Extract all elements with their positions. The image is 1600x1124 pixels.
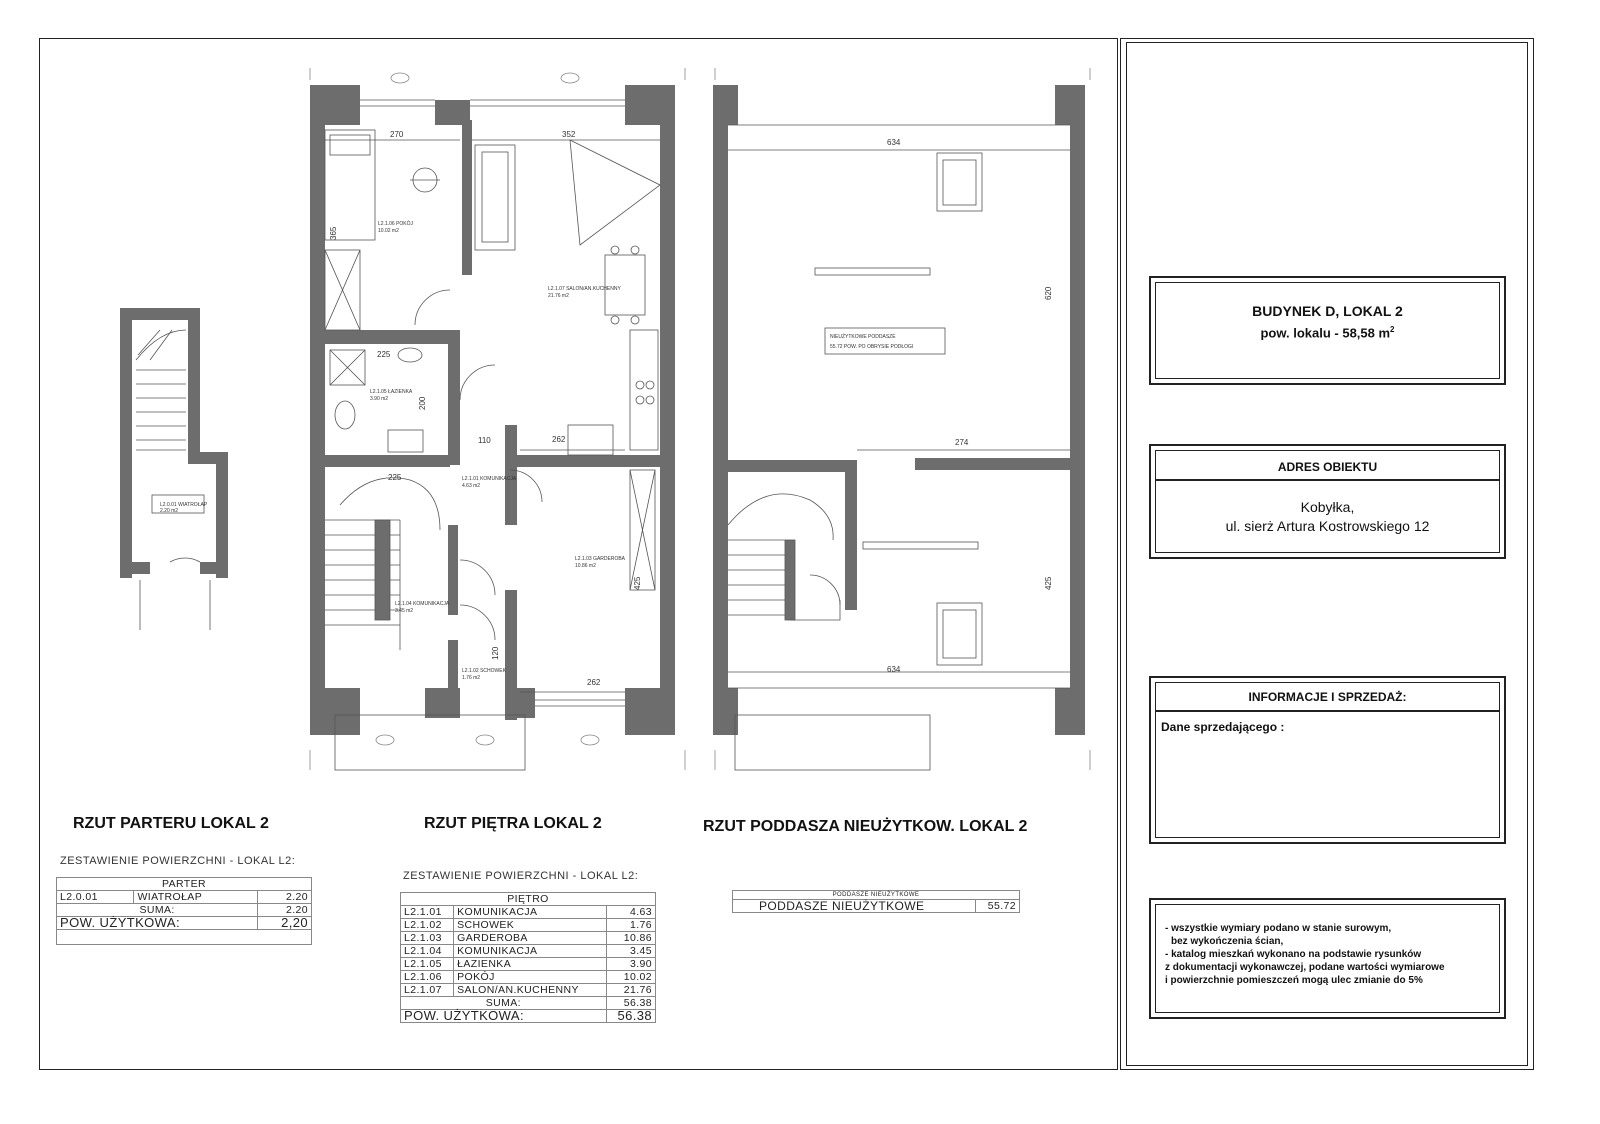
room-name: KOMUNIKACJA [454, 906, 607, 919]
notes-box [1149, 898, 1506, 1019]
usable-label: POW. UŻYTKOWA: [57, 917, 258, 930]
room-name: SALON/AN.KUCHENNY [454, 984, 607, 997]
table-row [401, 971, 656, 984]
room-code: L2.1.03 [401, 932, 454, 945]
dim-200: 200 [418, 396, 427, 410]
table-row [401, 932, 656, 945]
sales-info-box [1149, 676, 1506, 844]
dim-634-bottom: 634 [887, 665, 901, 674]
table-row [401, 945, 656, 958]
room-area: 3.45 [606, 945, 655, 958]
dim-352: 352 [562, 130, 576, 139]
room-area: 3.90 [606, 958, 655, 971]
building-title: BUDYNEK D, LOKAL 2 [1252, 303, 1403, 319]
svg-text:10.02 m2: 10.02 m2 [378, 228, 399, 234]
address-header: ADRES OBIEKTU [1277, 460, 1378, 474]
svg-text:L2.1.01 KOMUNIKACJA: L2.1.01 KOMUNIKACJA [462, 476, 517, 482]
svg-text:3.45 m2: 3.45 m2 [395, 608, 414, 614]
table-row [57, 891, 312, 904]
dim-262-top: 262 [552, 435, 566, 444]
attic-table-header: PODDASZE NIEUŻYTKOWE [733, 891, 1020, 900]
svg-text:NIEUŻYTKOWE PODDASZE: NIEUŻYTKOWE PODDASZE [830, 334, 896, 340]
room-area: 55.72 [976, 900, 1020, 913]
room-name: WIATROŁAP [134, 891, 258, 904]
room-area: 2.20 [258, 891, 312, 904]
room-code: L2.0.01 [57, 891, 134, 904]
address-line1: Kobyłka, [1300, 499, 1355, 515]
building-info-box [1149, 276, 1506, 385]
svg-text:3.90 m2: 3.90 m2 [370, 396, 389, 402]
note-line: - wszystkie wymiary podano w stanie surowym, [1165, 923, 1392, 934]
sum-value: 56.38 [606, 997, 655, 1010]
sales-info-header: INFORMACJE I SPRZEDAŻ: [1248, 690, 1407, 704]
dim-225-top: 225 [377, 350, 391, 359]
address-line2: ul. sierż Artura Kostrowskiego 12 [1225, 518, 1430, 534]
ground-table-header: PARTER [57, 878, 312, 891]
sum-value: 2.20 [258, 904, 312, 917]
address-box [1149, 444, 1506, 559]
room-code: L2.1.07 [401, 984, 454, 997]
ground-table-caption: ZESTAWIENIE POWIERZCHNI - LOKAL L2: [60, 855, 296, 867]
note-line: i powierzchnie pomieszczeń mogą ulec zmianie do 5% [1165, 975, 1423, 986]
svg-text:L2.1.04 KOMUNIKACJA: L2.1.04 KOMUNIKACJA [395, 601, 450, 607]
table-row [401, 906, 656, 919]
room-area: 21.76 [606, 984, 655, 997]
attic-area-table [732, 890, 1020, 913]
table-row [401, 984, 656, 997]
dim-270: 270 [390, 130, 404, 139]
room-code: L2.1.05 [401, 958, 454, 971]
svg-text:4.63 m2: 4.63 m2 [462, 483, 481, 489]
dim-110: 110 [478, 436, 491, 445]
dim-274: 274 [955, 438, 969, 447]
floor-table-caption: ZESTAWIENIE POWIERZCHNI - LOKAL L2: [403, 870, 639, 882]
svg-text:1.76 m2: 1.76 m2 [462, 675, 481, 681]
room-code: L2.1.06 [401, 971, 454, 984]
room-name: ŁAZIENKA [454, 958, 607, 971]
notes-list [1165, 922, 1445, 987]
sum-label: SUMA: [57, 904, 258, 917]
svg-text:L2.1.06 POKÓJ: L2.1.06 POKÓJ [378, 221, 414, 227]
dim-365: 365 [329, 226, 338, 240]
dim-425-attic: 425 [1044, 576, 1053, 590]
room-code: L2.1.01 [401, 906, 454, 919]
room-name: POKÓJ [454, 971, 607, 984]
table-row [733, 900, 1020, 913]
ground-area-table [56, 877, 312, 945]
table-row [401, 919, 656, 932]
svg-text:55.72 POW. PO OBRYSIE PODŁOGI: 55.72 POW. PO OBRYSIE PODŁOGI [830, 344, 914, 350]
ground-plan-title: RZUT PARTERU LOKAL 2 [73, 815, 269, 832]
svg-text:21.76 m2: 21.76 m2 [548, 293, 569, 299]
room-area: 10.02 [606, 971, 655, 984]
svg-text:L2.1.03 GARDEROBA: L2.1.03 GARDEROBA [575, 556, 626, 562]
attic-plan-title: RZUT PODDASZA NIEUŻYTKOW. LOKAL 2 [703, 818, 1028, 835]
usable-value: 2,20 [258, 917, 312, 930]
dim-634-top: 634 [887, 138, 901, 147]
room-name: GARDEROBA [454, 932, 607, 945]
svg-text:L2.1.05 ŁAZIENKA: L2.1.05 ŁAZIENKA [370, 389, 413, 395]
seller-label: Dane sprzedającego : [1161, 720, 1285, 734]
dim-425: 425 [633, 576, 642, 590]
dim-225: 225 [388, 473, 402, 482]
note-line: z dokumentacji wykonawczej, podane wartości wymiarowe [1165, 962, 1445, 973]
svg-text:2.20 m2: 2.20 m2 [160, 508, 179, 514]
floor-plan-title: RZUT PIĘTRA LOKAL 2 [424, 815, 602, 832]
ground-floor-plan [110, 300, 240, 640]
first-floor-plan [300, 60, 695, 775]
svg-text:10.86 m2: 10.86 m2 [575, 563, 596, 569]
room-name: PODDASZE NIEUŻYTKOWE [733, 900, 976, 913]
room-code: L2.1.02 [401, 919, 454, 932]
room-name: KOMUNIKACJA [454, 945, 607, 958]
unit-area: pow. lokalu - 58,58 $m^2$ [1260, 325, 1395, 341]
room-name: SCHOWEK [454, 919, 607, 932]
room-area: 4.63 [606, 906, 655, 919]
floor-area-table [400, 892, 656, 1023]
sum-label: SUMA: [401, 997, 607, 1010]
usable-value: 56.38 [606, 1010, 655, 1023]
attic-plan [705, 60, 1100, 775]
dim-262-bottom: 262 [587, 678, 601, 687]
floor-table-header: PIĘTRO [401, 893, 656, 906]
room-area: 10.86 [606, 932, 655, 945]
note-line: bez wykończenia ścian, [1171, 936, 1284, 947]
usable-label: POW. UŻYTKOWA: [401, 1010, 607, 1023]
note-line: - katalog mieszkań wykonano na podstawie rysunków [1165, 949, 1422, 960]
room-area: 1.76 [606, 919, 655, 932]
dim-120: 120 [491, 646, 500, 660]
room-code: L2.1.04 [401, 945, 454, 958]
svg-text:L2.0.01 WIATROŁAP: L2.0.01 WIATROŁAP [160, 502, 208, 508]
dim-620: 620 [1044, 286, 1053, 300]
svg-text:L2.1.02 SCHOWEK: L2.1.02 SCHOWEK [462, 668, 506, 674]
svg-text:L2.1.07 SALON/AN.KUCHENNY: L2.1.07 SALON/AN.KUCHENNY [548, 286, 621, 292]
table-row [401, 958, 656, 971]
